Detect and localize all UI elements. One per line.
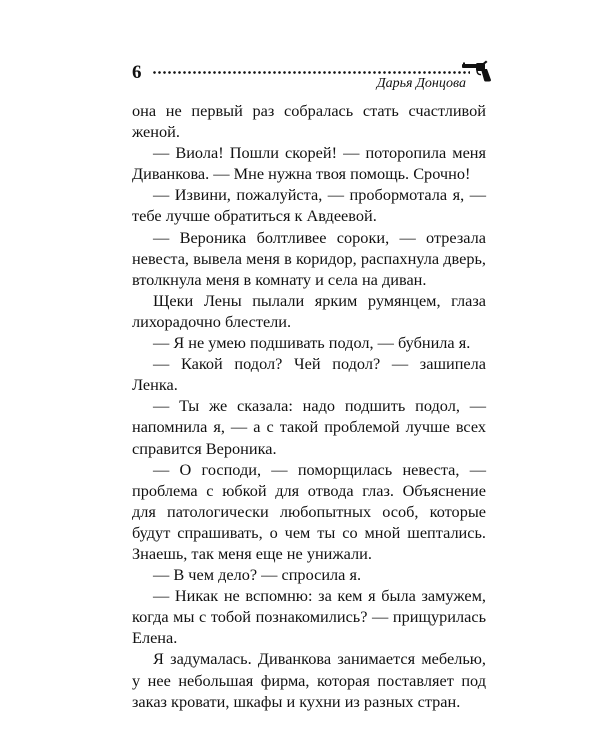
paragraph: — Ты же сказала: надо подшить подол, — напомнила я, — а с такой проблемой лучше всех справится Вероника. bbox=[132, 396, 486, 458]
paragraph: — Какой подол? Чей подол? — зашипела Ленка. bbox=[132, 354, 486, 395]
page-number: 6 bbox=[132, 62, 142, 83]
paragraph: — В чем дело? — спросила я. bbox=[153, 565, 362, 585]
paragraph: — О господи, — поморщилась невеста, — проблема с юбкой для отвода глаз. Объяснение для патологически любопытных особ, которые будут спрашивать, о чем ты со мной шептались. Знаешь, так меня еще не унижали. bbox=[132, 459, 486, 563]
running-header bbox=[132, 57, 492, 97]
paragraph: Я задумалась. Диванкова занимается мебелью, у нее небольшая фирма, которая поставляет под заказ кровати, шкафы и кухни из разных стран. bbox=[132, 649, 486, 711]
paragraph: — Я не умею подшивать подол, — бубнила я. bbox=[153, 333, 471, 353]
running-header-author: Дарья Донцова bbox=[376, 76, 466, 91]
paragraph: Щеки Лены пылали ярким румянцем, глаза лихорадочно блестели. bbox=[132, 290, 486, 331]
paragraph: она не первый раз собралась стать счастливой женой. bbox=[132, 101, 486, 142]
paragraph: — Никак не вспомню: за кем я была замужем, когда мы с тобой познакомились? — прищурилась Елена. bbox=[132, 586, 486, 648]
paragraph: — Вероника болтливее сороки, — отрезала невеста, вывела меня в коридор, распахнула дверь, втолкнула меня в комнату и села на диван. bbox=[132, 227, 486, 289]
revolver-icon bbox=[462, 60, 492, 82]
paragraph: — Виола! Пошли скорей! — поторопила меня Диванкова. — Мне нужна твоя помощь. Срочно! bbox=[132, 143, 486, 184]
dotted-rule bbox=[152, 70, 470, 75]
paragraph: — Извини, пожалуйста, — пробормотала я, — тебе лучше обратиться к Авдеевой. bbox=[132, 185, 486, 226]
body-text bbox=[132, 100, 486, 712]
